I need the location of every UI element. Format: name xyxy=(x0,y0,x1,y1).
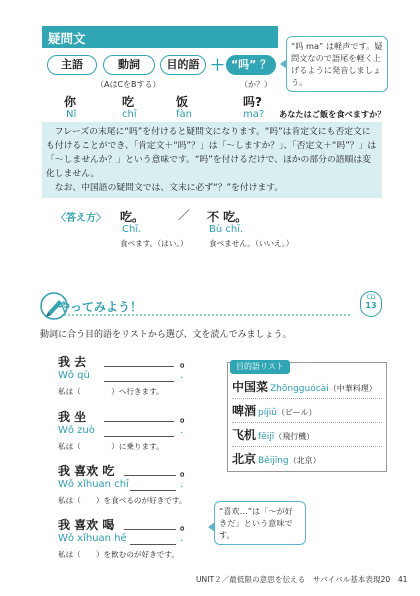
example-pinyin: ma? xyxy=(243,109,265,120)
example-pinyin: Nǐ xyxy=(66,109,77,120)
cd-label: CD xyxy=(366,294,376,301)
object-pinyin: píjiǔ xyxy=(258,408,277,418)
practice-pinyin: Wǒ xǐhuan chī xyxy=(58,479,129,490)
answer-slash: ／ xyxy=(178,208,191,222)
practice-pinyin: Wǒ xǐhuan hē xyxy=(58,533,127,544)
tone-note: “吗 ma” は軽声です。疑問文なので語尾を軽く上げるように発音しましょう。 xyxy=(286,36,388,92)
explanation-para: なお、中国語の疑問文では、文末に必ず“？”を付けます。 xyxy=(54,183,284,193)
practice-sentence: 我 喜欢 吃 xyxy=(58,464,115,478)
object-cn: 中国菜 xyxy=(232,380,269,394)
pinyin-end: . xyxy=(180,425,184,436)
practice-sentence: 我 坐 xyxy=(58,410,87,424)
practice-translation: 私は（ ）に乗ります。 xyxy=(58,442,164,451)
example-translation: あなたはご飯を食べますか？ xyxy=(279,109,386,119)
practice-translation: 私は（ ）を食べるのが好きです。 xyxy=(58,496,187,505)
object-cn: 北京 xyxy=(232,452,257,466)
object-pinyin: Běijīng xyxy=(258,456,289,466)
example-word: 饭 xyxy=(176,95,189,109)
practice-sentence: 我 去 xyxy=(58,355,87,369)
object-pill: 目的語 xyxy=(160,55,206,75)
object-pinyin: Zhōngguócài xyxy=(270,384,329,394)
example-word: 吃 xyxy=(122,95,135,109)
pinyin-blank[interactable] xyxy=(130,490,176,491)
pinyin-end: . xyxy=(180,370,184,381)
answer-blank[interactable] xyxy=(104,421,174,422)
example-pinyin: fàn xyxy=(176,109,192,120)
explanation-para: フレーズの末尾に“吗”を付けると疑問文になります。“吗”は肯定文にも否定文にも付けることができ、「肯定文＋“吗”？」は「～しますか？」、「否定文＋“吗”？」は「～しませんか？」という意味です。“吗”を付けるだけで、ほかの部分の語順は変化しません。 xyxy=(46,127,377,179)
object-cn: 飞机 xyxy=(232,428,257,442)
pinyin-blank[interactable] xyxy=(104,436,174,437)
example-pinyin: chī xyxy=(122,109,137,120)
example-word: 你 xyxy=(64,95,77,109)
pinyin-end: . xyxy=(180,479,184,490)
practice-instruction: 動詞に合う目的語をリストから選び、文を読んでみましょう。 xyxy=(40,330,292,340)
practice-pinyin: Wǒ zuò xyxy=(58,425,95,436)
answer-blank[interactable] xyxy=(104,366,174,367)
cd-number: 13 xyxy=(365,301,377,310)
sentence-end: 。 xyxy=(180,410,193,424)
practice-translation: 私は（ ）へ行きます。 xyxy=(58,387,164,396)
pinyin-end: . xyxy=(180,533,184,544)
object-list-title: 目的語リスト xyxy=(230,360,290,374)
object-list-item xyxy=(232,424,382,447)
answer-no: 不 吃。 xyxy=(207,210,248,224)
object-list xyxy=(227,362,387,472)
explanation-box xyxy=(42,122,382,198)
section-title: 疑問文 xyxy=(42,26,278,48)
object-pinyin: fēijī xyxy=(258,432,275,442)
answer-no-pinyin: Bù chī. xyxy=(209,224,244,235)
object-list-item xyxy=(232,376,382,399)
subject-pill: 主語 xyxy=(47,55,97,75)
page-footer: UNIT２／最低限の意思を伝える サバイバル基本表現20 41 xyxy=(196,575,408,584)
question-pill: “吗” ？ xyxy=(226,55,276,75)
answer-yes-pinyin: Chī. xyxy=(122,224,142,235)
answer-blank[interactable] xyxy=(124,529,176,530)
object-translation: （中華料理） xyxy=(328,384,377,393)
example-word: 吗? xyxy=(243,95,262,109)
cd-icon xyxy=(360,291,382,317)
object-list-item xyxy=(232,448,382,471)
answer-yes: 吃。 xyxy=(120,210,145,224)
answer-blank[interactable] xyxy=(124,475,176,476)
sentence-end: 。 xyxy=(180,355,193,369)
object-cn: 啤酒 xyxy=(232,404,257,418)
object-translation: （飛行機） xyxy=(274,432,315,441)
verb-pill: 動詞 xyxy=(103,55,155,75)
practice-pinyin: Wǒ qù xyxy=(58,370,90,381)
sentence-end: 。 xyxy=(180,464,193,478)
practice-sentence: 我 喜欢 喝 xyxy=(58,518,115,532)
answer-no-translation: 食べません。（いいえ。） xyxy=(209,239,294,248)
abc-note: （AはCをBする） xyxy=(96,80,161,89)
practice-title: やってみよう！ xyxy=(58,300,143,314)
answer-label: 〈答え方〉 xyxy=(56,213,106,224)
object-translation: （北京） xyxy=(288,456,321,465)
plus-icon: ＋ xyxy=(210,56,226,74)
object-translation: （ビール） xyxy=(276,408,317,417)
ka-note: （か？） xyxy=(240,80,272,89)
practice-translation: 私は（ ）を飲むのが好きです。 xyxy=(58,550,179,559)
pinyin-blank[interactable] xyxy=(104,381,174,382)
xihuan-note: “喜欢…”は「～が好きだ」という意味です。 xyxy=(214,501,306,545)
object-list-item xyxy=(232,400,382,423)
answer-yes-translation: 食べます。（はい。） xyxy=(120,239,188,248)
sentence-end: 。 xyxy=(180,518,193,532)
pinyin-blank[interactable] xyxy=(130,544,176,545)
